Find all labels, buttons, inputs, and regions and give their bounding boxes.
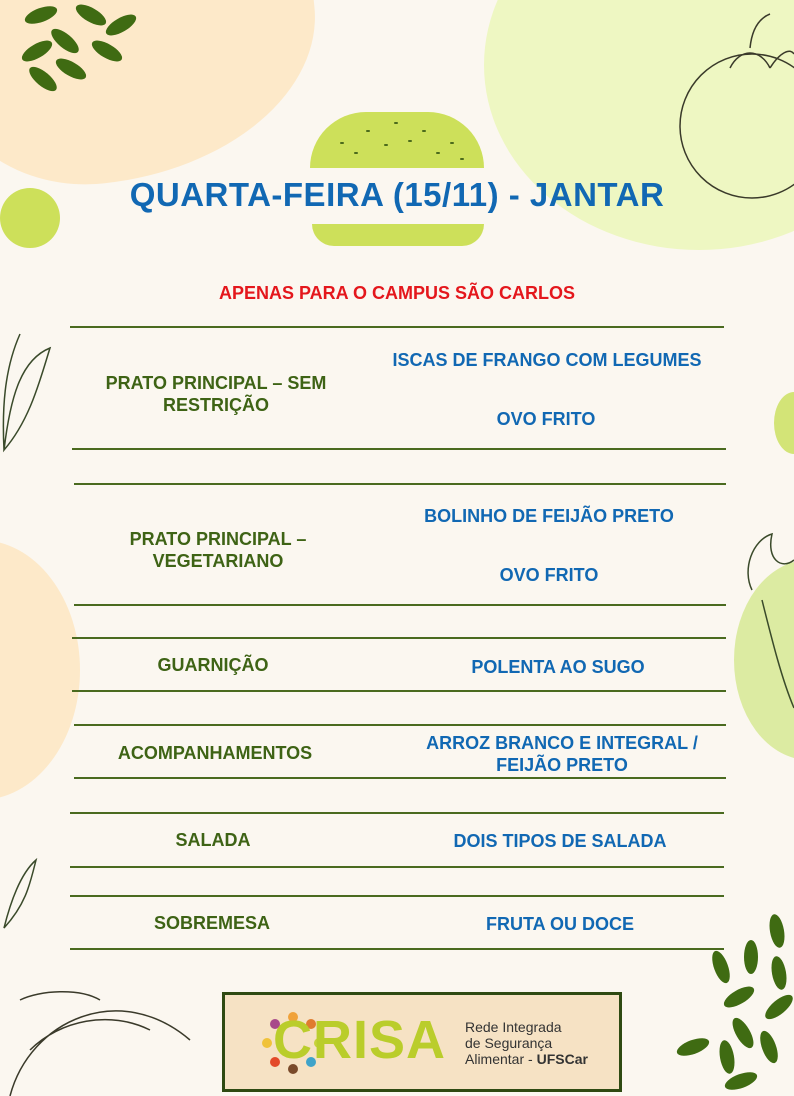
radish-illustration: [742, 530, 794, 710]
divider: [70, 326, 724, 328]
divider: [70, 866, 724, 868]
tagline-line: Rede Integrada: [465, 1019, 562, 1035]
divider: [70, 812, 724, 814]
menu-label-acompanhamentos: ACOMPANHAMENTOS: [117, 743, 313, 763]
crisa-logo: [222, 992, 622, 1092]
herb-illustration: [0, 854, 40, 934]
menu-label-sobremesa: SOBREMESA: [153, 913, 270, 933]
menu-item: ARROZ BRANCO E INTEGRAL / FEIJÃO PRETO: [426, 733, 698, 775]
lettuce-illustration: [0, 330, 56, 460]
campus-notice: APENAS PARA O CAMPUS SÃO CARLOS: [218, 283, 576, 303]
menu-item: OVO FRITO: [499, 565, 599, 585]
menu-label-prato-sem-restricao: PRATO PRINCIPAL – SEM RESTRIÇÃO: [105, 373, 327, 415]
menu-label-guarnicao: GUARNIÇÃO: [157, 655, 269, 675]
tagline-line: de Segurança: [465, 1035, 553, 1051]
divider: [74, 724, 726, 726]
menu-item: DOIS TIPOS DE SALADA: [453, 831, 667, 851]
background-shape: [0, 540, 80, 800]
divider: [70, 895, 724, 897]
divider: [72, 448, 726, 450]
bun-top-decoration: [310, 112, 484, 168]
menu-item: POLENTA AO SUGO: [471, 657, 645, 677]
tagline-line: [465, 1051, 588, 1067]
taco-illustration: [0, 980, 200, 1096]
menu-item: FRUTA OU DOCE: [486, 914, 634, 934]
divider: [74, 483, 726, 485]
divider: [72, 637, 726, 639]
decorative-circle: [774, 392, 794, 454]
tagline-university: UFSCar: [536, 1051, 588, 1067]
menu-item: ISCAS DE FRANGO COM LEGUMES: [392, 350, 702, 370]
logo-tagline: [465, 1019, 588, 1067]
menu-label-salada: SALADA: [175, 830, 251, 850]
menu-label-prato-vegetariano: PRATO PRINCIPAL – VEGETARIANO: [129, 529, 307, 571]
menu-item: OVO FRITO: [496, 409, 596, 429]
divider: [74, 777, 726, 779]
divider: [72, 690, 726, 692]
page-title: QUARTA-FEIRA (15/11) - JANTAR: [129, 176, 665, 213]
background-shape: [0, 0, 330, 199]
divider: [74, 604, 726, 606]
bun-bottom-decoration: [312, 224, 484, 246]
menu-item: BOLINHO DE FEIJÃO PRETO: [424, 506, 674, 526]
divider: [70, 948, 724, 950]
tagline-text: Alimentar -: [465, 1051, 537, 1067]
logo-wordmark: CRISA: [273, 1010, 447, 1070]
